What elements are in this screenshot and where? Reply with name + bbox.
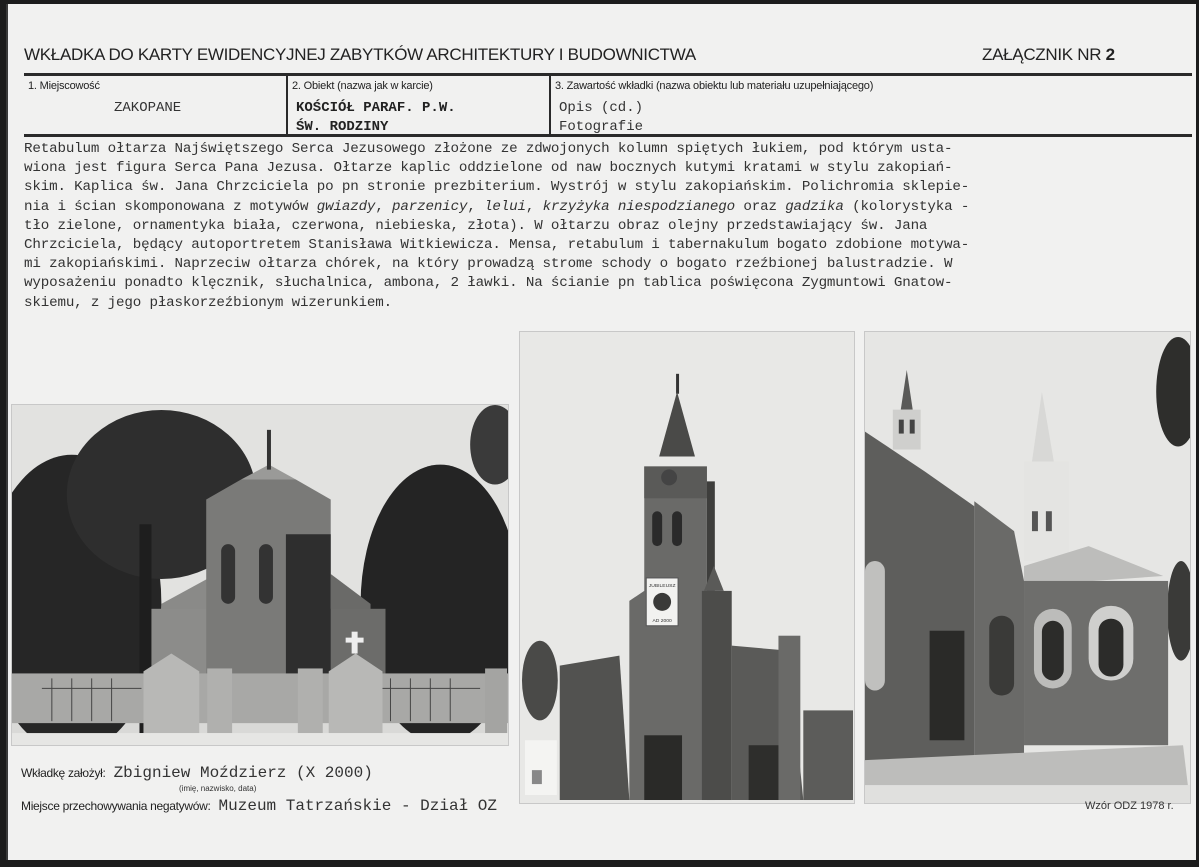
- church-side-photo-image: [865, 332, 1190, 803]
- photo-church-apse: [11, 404, 509, 746]
- description-line: wyposażeniu ponadto klęcznik, słuchalnica, ambona, 2 ławki. Na ścianie pn tablica poświęcona Zygmuntowi Gnatow-: [24, 275, 953, 292]
- description-line: tło zielone, ornamentyka biała, czerwona, niebieska, złota). W ołtarzu obraz olejny przedstawiający św. Jana: [24, 217, 928, 234]
- contents-field: [549, 76, 1192, 134]
- description-line: skim. Kaplica św. Jana Chrzciciela po pn stronie prezbiterium. Wystrój w stylu zakopiańskim. Polichromia sklepie-: [24, 179, 970, 196]
- contents-label: 3. Zawartość wkładki (nazwa obiektu lub materiału uzupełniającego): [555, 80, 874, 92]
- heritage-record-insert-sheet: [6, 4, 1196, 860]
- banner-text-2: AD 2000: [652, 618, 672, 624]
- contents-value-line-1: Opis (cd.): [559, 100, 644, 116]
- description-line: Retabulum ołtarza Najświętszego Serca Jezusowego złożone ze zdwojonych kolumn spiętych łukiem, pod którym usta-: [24, 141, 953, 157]
- text-run: oraz: [735, 198, 786, 215]
- annex-number-value: 2: [1105, 45, 1115, 64]
- motif-name: gwiazdy: [316, 198, 376, 215]
- negatives-label: Miejsce przechowywania negatywów:: [21, 799, 211, 813]
- annex-label: ZAŁĄCZNIK NR: [982, 45, 1102, 64]
- locality-field: [24, 76, 286, 134]
- description-line: [24, 198, 1194, 217]
- description-line: mi zakopiańskimi. Naprzeciw ołtarza chórek, na który prowadzą strome schody o bogato rzeźbionej balustradzie. W: [24, 256, 953, 273]
- author-field-hint: (imię, nazwisko, data): [179, 784, 257, 793]
- photo-church-front-tower: [519, 331, 855, 804]
- text-run: ,: [375, 198, 393, 215]
- church-front-photo-image: [520, 332, 854, 803]
- author-value: Zbigniew Moździerz (X 2000): [113, 764, 373, 782]
- photo-church-side-view: [864, 331, 1191, 804]
- form-title: WKŁADKA DO KARTY EWIDENCYJNEJ ZABYTKÓW ARCHITEKTURY I BUDOWNICTWA: [24, 45, 696, 64]
- banner-text-1: JUBILEUSZ: [648, 583, 676, 589]
- contents-value-line-2: Fotografie: [559, 119, 644, 135]
- negatives-value: Muzeum Tatrzańskie - Dział OZ: [218, 797, 497, 815]
- header-fields-table: [24, 73, 1192, 137]
- text-run: ,: [525, 198, 543, 215]
- description-line: skiemu, z jego płaskorzeźbionym wizerunkiem.: [24, 294, 393, 311]
- negatives-location-row: [21, 797, 497, 815]
- form-pattern-note: Wzór ODZ 1978 r.: [1085, 800, 1174, 812]
- motif-name: parzenicy: [392, 198, 468, 215]
- text-run: (kolorystyka -: [843, 198, 970, 215]
- text-run: ,: [467, 198, 485, 215]
- church-apse-photo-image: [12, 405, 508, 745]
- object-value-line-2: ŚW. RODZINY: [296, 119, 389, 135]
- object-value-line-1: KOŚCIÓŁ PARAF. P.W.: [296, 100, 456, 116]
- locality-label: 1. Miejscowość: [28, 80, 100, 92]
- motif-name: krzyżyka niespodzianego: [542, 198, 735, 215]
- annex-number: [982, 45, 1115, 65]
- author-row: [21, 764, 373, 782]
- description-text: [24, 140, 1194, 313]
- motif-name: gadzika: [785, 198, 844, 215]
- text-run: nia i ścian skomponowana z motywów: [24, 198, 317, 215]
- object-label: 2. Obiekt (nazwa jak w karcie): [292, 80, 433, 92]
- locality-value: ZAKOPANE: [114, 100, 182, 116]
- object-value: [296, 99, 456, 137]
- contents-value: [559, 99, 643, 137]
- author-label: Wkładkę założył:: [21, 766, 106, 780]
- description-line: Chrzciciela, będący autoportretem Stanisława Witkiewicza. Mensa, retabulum i tabernakulum bogato zdobione motywa-: [24, 237, 970, 254]
- motif-name: lelui: [484, 198, 526, 215]
- object-field: [286, 76, 549, 134]
- description-line: wiona jest figura Serca Pana Jezusa. Ołtarze kaplic oddzielone od naw bocznych kutymi kratami w stylu zakopiań-: [24, 160, 953, 177]
